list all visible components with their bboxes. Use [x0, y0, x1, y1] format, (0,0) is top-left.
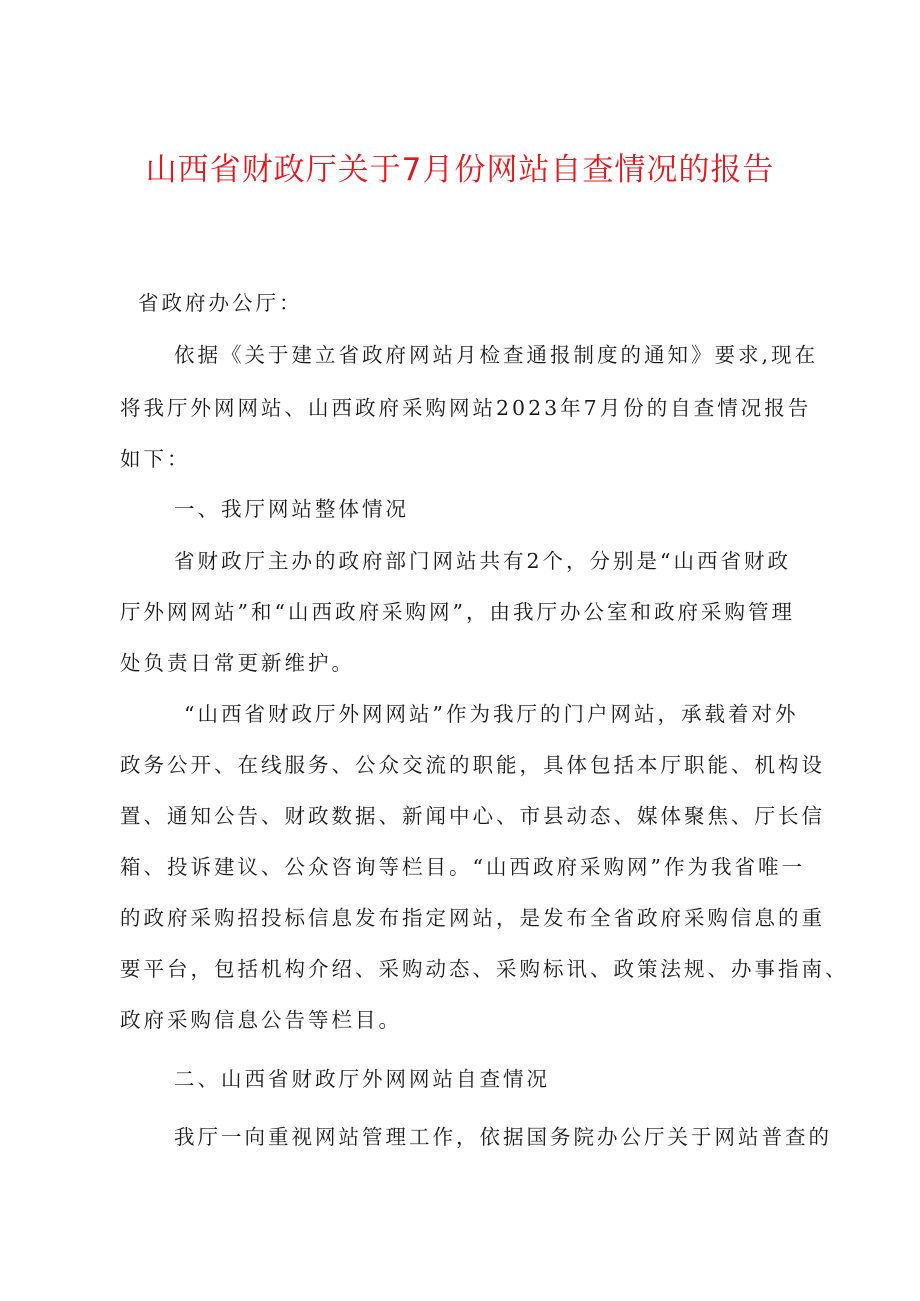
body-line-10: 置、通知公告、财政数据、新闻中心、市县动态、媒体聚焦、厅长信 [120, 804, 825, 828]
document-title: 山西省财政厅关于7月份网站自查情况的报告 [145, 152, 775, 188]
body-line-13: 要平台，包括机构介绍、采购动态、采购标讯、政策法规、办事指南、 [120, 957, 849, 981]
section-heading-2: 二、山西省财政厅外网网站自查情况 [174, 1067, 550, 1091]
body-line-6: 厅外网网站”和“山西政府采购网”，由我厅办公室和政府采购管理 [120, 600, 795, 624]
body-line-7: 处负责日常更新维护。 [120, 651, 355, 675]
body-line-3: 如下： [120, 447, 191, 471]
body-line-8: “山西省财政厅外网网站”作为我厅的门户网站，承载着对外 [184, 702, 799, 726]
body-line-11: 箱、投诉建议、公众咨询等栏目。“山西政府采购网”作为我省唯一 [120, 855, 805, 879]
body-line-12: 的政府采购招投标信息发布指定网站，是发布全省政府采购信息的重 [120, 906, 825, 930]
body-line-14: 政府采购信息公告等栏目。 [120, 1008, 402, 1032]
body-line-1: 依据《关于建立省政府网站月检查通报制度的通知》要求,现在 [174, 343, 819, 367]
body-line-2: 将我厅外网网站、山西政府采购网站2023年7月份的自查情况报告 [120, 396, 812, 420]
section-heading-1: 一、我厅网站整体情况 [174, 497, 409, 521]
body-line-16: 我厅一向重视网站管理工作，依据国务院办公厅关于网站普查的 [174, 1125, 832, 1149]
body-line-9: 政务公开、在线服务、公众交流的职能，具体包括本厅职能、机构设 [120, 753, 825, 777]
salutation: 省政府办公厅： [138, 291, 303, 315]
body-line-5: 省财政厅主办的政府部门网站共有2个，分别是“山西省财政 [174, 549, 792, 573]
